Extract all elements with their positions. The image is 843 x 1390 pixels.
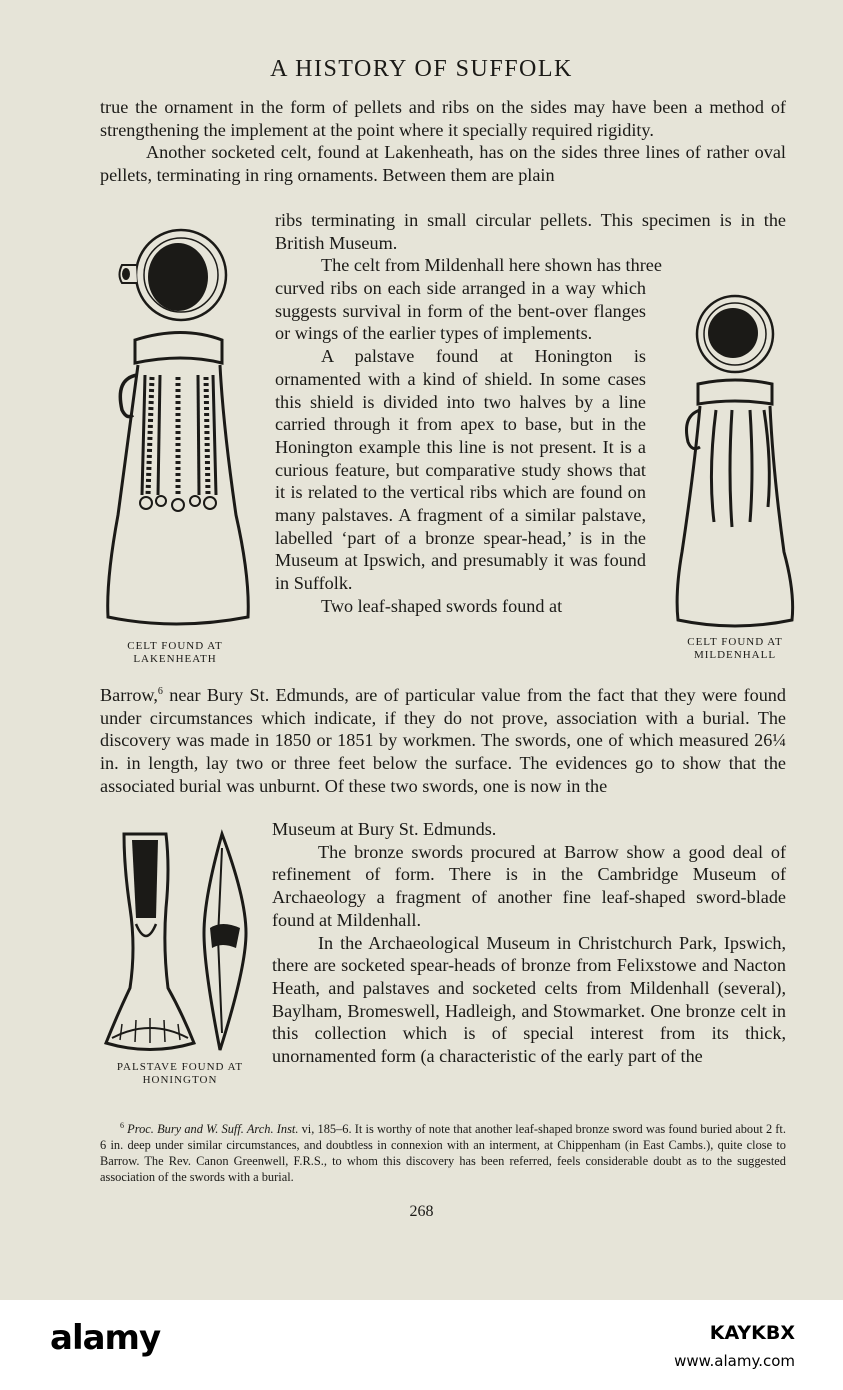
paragraph: Two leaf-shaped swords found at: [321, 595, 563, 616]
mildenhall-celt-illustration: [670, 292, 800, 630]
caption-line: CELT FOUND AT: [127, 640, 223, 652]
caption-mildenhall: [670, 636, 800, 662]
footnote: [100, 1118, 786, 1185]
caption-line: MILDENHALL: [693, 649, 777, 661]
paragraph-start: Barrow,: [100, 685, 158, 706]
paragraph-rest: near Bury St. Edmunds, are of particular value from the fact that they were found under circumstances which indicate, if they do not prove, association with a burial. The discovery was made in 1850 or 1851 by workmen. The swords, one of which measured 26¼ in. in length, lay two or three feet below the surface. The evidences go to show that the associated burial was unburnt. Of these two swords, one is now in the: [100, 685, 786, 796]
footnote-reference: 6: [157, 686, 163, 697]
paragraph: The bronze swords procured at Barrow show a good deal of refinement of form. There is in the Cambridge Museum of Archaeology a fragment of another fine leaf-shaped sword-blade found at Mildenhall.: [272, 841, 786, 930]
text-block-top: [100, 96, 786, 187]
paragraph: [100, 681, 786, 798]
text-block-wrap-3: [272, 818, 786, 1068]
footnote-text: It is worthy of note that another leaf-shaped bronze sword was found buried about 2 ft. 6 in. deep under similar circumstances, and doubtless in connexion with an interment, at Chippenham (in East Cambs.), quite close to Barrow. The Rev. Canon Greenwell, F.R.S., to whom this discovery has been referred, feels considerable doubt as to the suggested association of the swords with a burial.: [100, 1122, 786, 1185]
caption-line: CELT FOUND AT: [687, 636, 783, 648]
paragraph: Another socketed celt, found at Lakenheath, has on the sides three lines of rather oval pellets, terminating in ring ornaments. Between them are plain: [100, 142, 786, 186]
caption-line: LAKENHEATH: [133, 653, 217, 665]
text-block-full: [100, 681, 786, 798]
image-url: www.alamy.com: [674, 1352, 795, 1370]
lakenheath-celt-illustration: [100, 225, 255, 630]
text-block-wrap-2: [275, 277, 646, 618]
footnote-ref: vi, 185–6.: [298, 1122, 352, 1137]
running-header: A HISTORY OF SUFFOLK: [270, 56, 573, 82]
paragraph: ribs terminating in small circular pellets. This specimen is in the British Museum.: [275, 210, 786, 253]
alamy-logo: alamy: [50, 1318, 161, 1358]
paragraph: curved ribs on each side arranged in a way which suggests survival in form of the bent-over flanges or wings of the earlier types of implements.: [275, 278, 646, 344]
page-number: 268: [409, 1203, 434, 1220]
honington-palstave-illustration: [100, 828, 255, 1056]
footnote-paragraph: [100, 1118, 786, 1185]
image-id: KAYKBX: [709, 1322, 795, 1344]
stock-banner: [0, 1300, 843, 1390]
paragraph: Museum at Bury St. Edmunds.: [272, 819, 497, 839]
caption-line: HONINGTON: [142, 1074, 218, 1086]
caption-line: PALSTAVE FOUND AT: [116, 1061, 244, 1073]
caption-lakenheath: [100, 640, 250, 666]
caption-honington: [100, 1061, 260, 1087]
paragraph: true the ornament in the form of pellets and ribs on the sides may have been a method of strengthening the implement at the point where it specially required rigidity.: [100, 97, 786, 140]
footnote-marker: 6: [120, 1121, 124, 1130]
paragraph: The celt from Mildenhall here shown has three: [321, 255, 662, 276]
footnote-source: Proc. Bury and W. Suff. Arch. Inst.: [127, 1122, 299, 1137]
text-block-wrap-1: [275, 209, 786, 277]
paragraph: A palstave found at Honington is ornamented with a kind of shield. In some cases this shield is divided into two halves by a line carried through it from apex to base, but in the Honington example this line is not present. It is a curious feature, but comparative study shows that it is related to the vertical ribs which are found on many palstaves. A fragment of a similar palstave, labelled ‘part of a bronze spear-head,’ is in the Museum at Ipswich, and presumably it was found in Suffolk.: [275, 346, 646, 594]
paragraph: In the Archaeological Museum in Christchurch Park, Ipswich, there are socketed spear-heads of bronze from Felixstowe and Nacton Heath, and palstaves and socketed celts from Mildenhall (several), Baylham, Bromeswell, Hadleigh, and Stowmarket. One bronze celt in this collection which is of special interest from its thick, unornamented form (a characteristic of the early part of the: [272, 932, 786, 1067]
